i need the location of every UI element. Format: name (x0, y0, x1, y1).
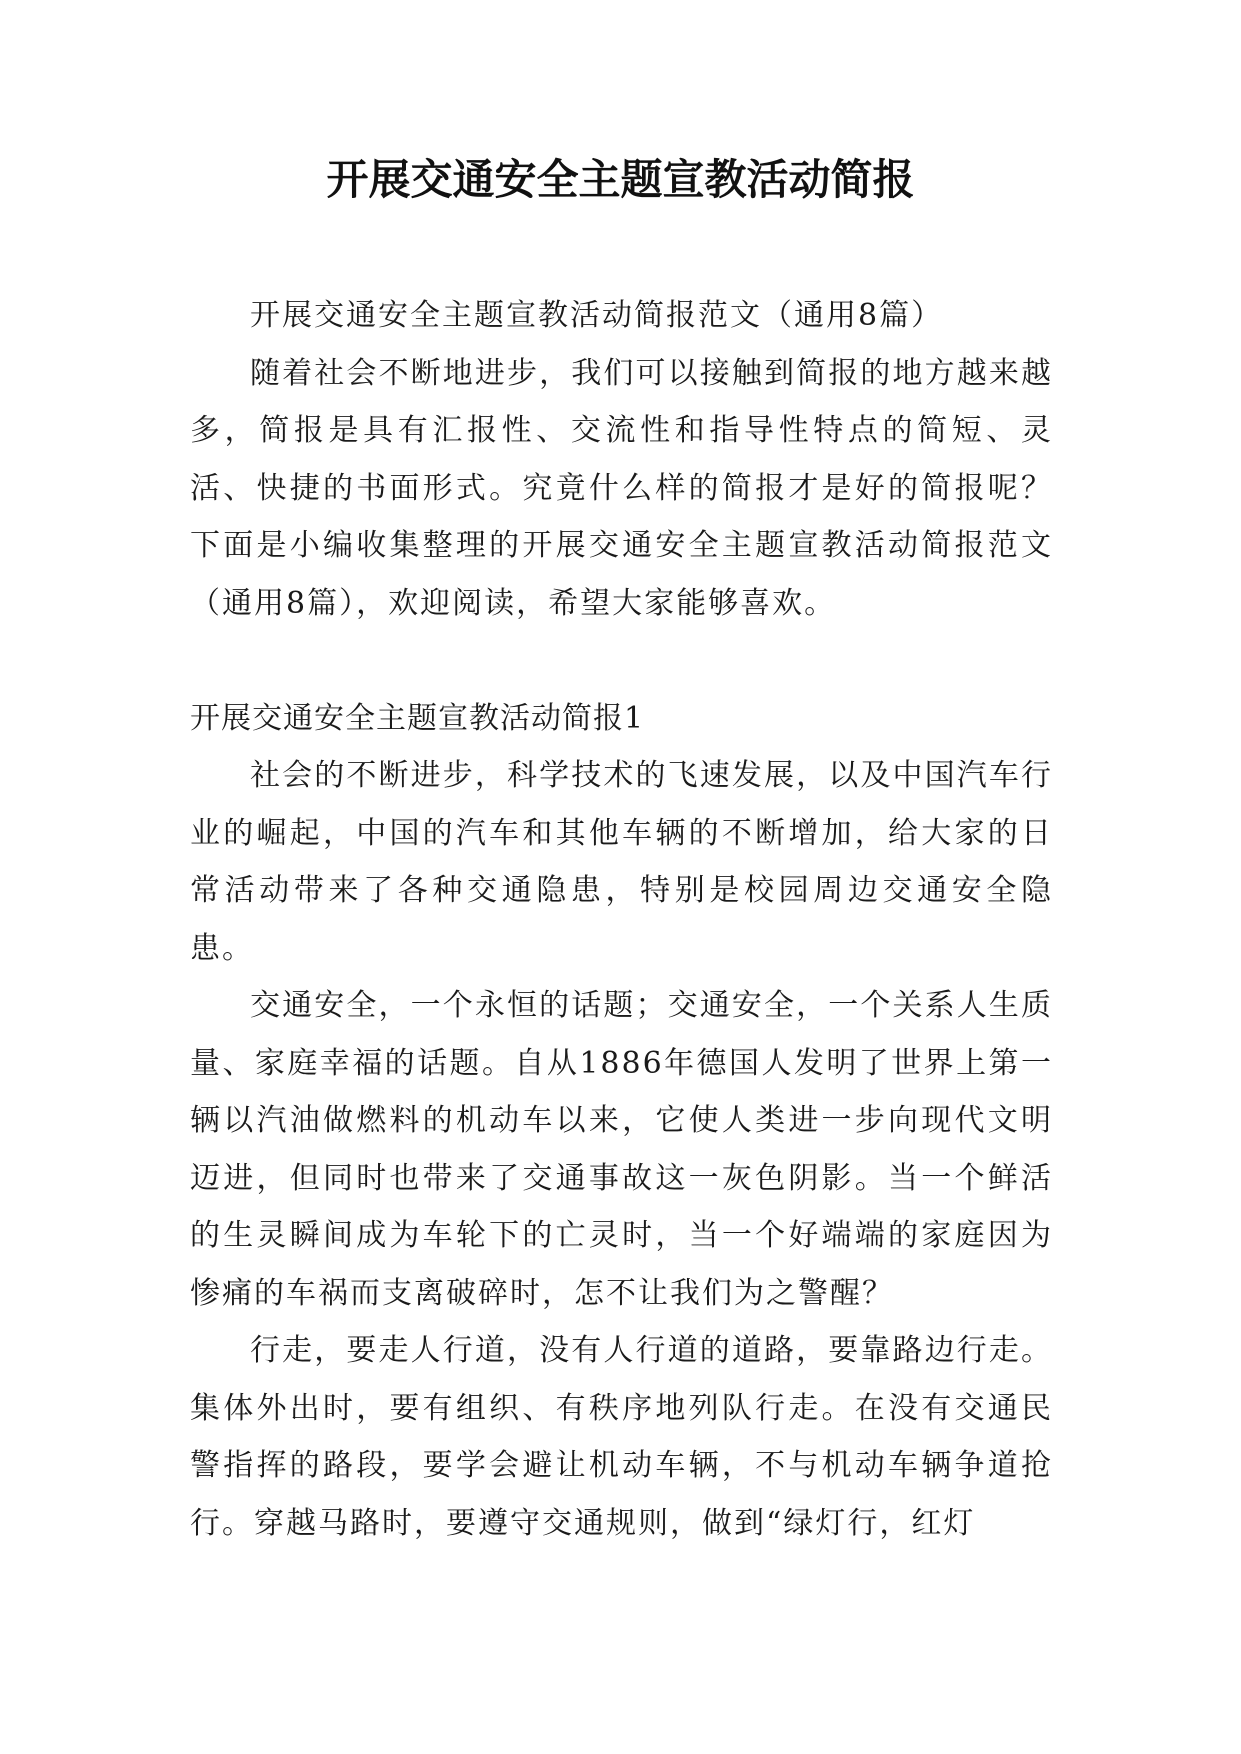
body-paragraph: 交通安全，一个永恒的话题；交通安全，一个关系人生质量、家庭幸福的话题。自从1886年德国人发明了世界上第一辆以汽油做燃料的机动车以来，它使人类进一步向现代文明迈进，但同时也带来了交通事故这一灰色阴影。当一个鲜活的生灵瞬间成为车轮下的亡灵时，当一个好端端的家庭因为惨痛的车祸而支离破碎时，怎不让我们为之警醒？ (190, 988, 1053, 1311)
intro-paragraph: 随着社会不断地进步，我们可以接触到简报的地方越来越多，简报是具有汇报性、交流性和指导性特点的简短、灵活、快捷的书面形式。究竟什么样的简报才是好的简报呢？下面是小编收集整理的开展交通安全主题宣教活动简报范文（通用8篇），欢迎阅读，希望大家能够喜欢。 (190, 355, 1053, 621)
body-paragraph: 行走，要走人行道，没有人行道的道路，要靠路边行走。集体外出时，要有组织、有秩序地列队行走。在没有交通民警指挥的路段，要学会避让机动车辆，不与机动车辆争道抢行。穿越马路时，要遵守交通规则，做到“绿灯行，红灯 (190, 1333, 1053, 1541)
document-title: 开展交通安全主题宣教活动简报 (326, 155, 915, 204)
section-heading: 开展交通安全主题宣教活动简报1 (190, 700, 645, 736)
body-paragraph: 社会的不断进步，科学技术的飞速发展，以及中国汽车行业的崛起，中国的汽车和其他车辆的不断增加，给大家的日常活动带来了各种交通隐患，特别是校园周边交通安全隐患。 (190, 758, 1053, 966)
document-body (190, 287, 1053, 1552)
document-subtitle: 开展交通安全主题宣教活动简报范文（通用8篇） (250, 298, 944, 333)
